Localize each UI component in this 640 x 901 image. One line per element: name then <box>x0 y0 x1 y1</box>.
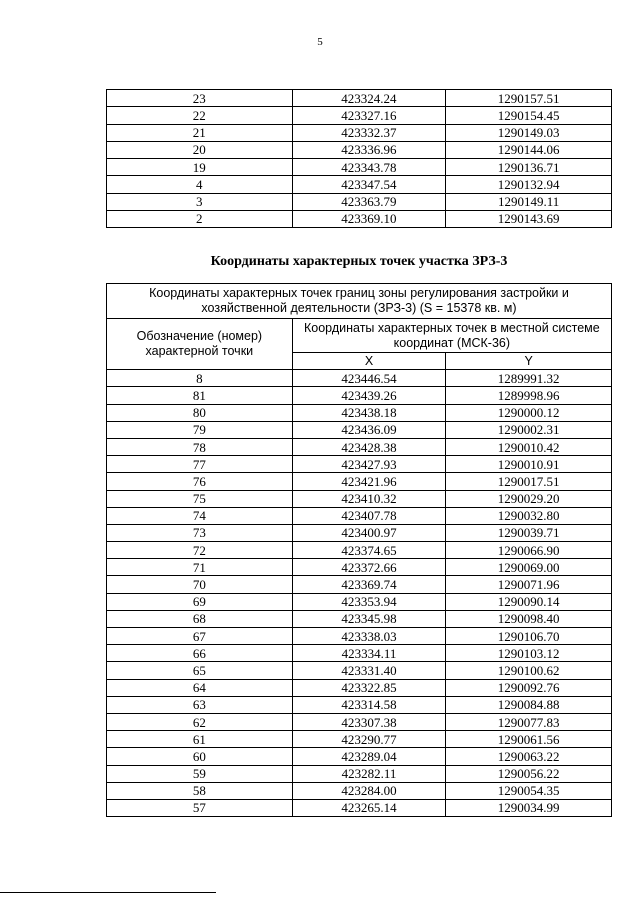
table-row <box>107 662 612 679</box>
table-row <box>107 713 612 730</box>
x-coordinate-cell: 423265.14 <box>292 799 446 816</box>
point-number-cell: 76 <box>107 473 293 490</box>
x-coordinate-cell: 423374.65 <box>292 542 446 559</box>
point-number-cell: 23 <box>107 90 293 107</box>
table-row <box>107 628 612 645</box>
point-number-cell: 8 <box>107 370 293 387</box>
table-row <box>107 645 612 662</box>
y-coordinate-cell: 1290157.51 <box>446 90 612 107</box>
y-coordinate-cell: 1290002.31 <box>446 421 612 438</box>
y-coordinate-cell: 1290029.20 <box>446 490 612 507</box>
x-coordinate-cell: 423324.24 <box>292 90 446 107</box>
table-row <box>107 107 612 124</box>
x-coordinate-cell: 423327.16 <box>292 107 446 124</box>
x-coordinate-cell: 423436.09 <box>292 421 446 438</box>
y-coordinate-cell: 1290010.91 <box>446 456 612 473</box>
y-coordinate-cell: 1290017.51 <box>446 473 612 490</box>
table-row <box>107 799 612 816</box>
header-coordinates: Координаты характерных точек в местной системе координат (МСК-36) <box>292 319 611 353</box>
table-header-row <box>107 319 612 353</box>
y-coordinate-cell: 1290061.56 <box>446 731 612 748</box>
point-number-cell: 80 <box>107 404 293 421</box>
x-coordinate-cell: 423290.77 <box>292 731 446 748</box>
table-row <box>107 593 612 610</box>
x-coordinate-cell: 423369.10 <box>292 210 446 227</box>
point-number-cell: 2 <box>107 210 293 227</box>
table-row <box>107 696 612 713</box>
header-point-number: Обозначение (номер) характерной точки <box>107 319 293 370</box>
y-coordinate-cell: 1290039.71 <box>446 524 612 541</box>
point-number-cell: 57 <box>107 799 293 816</box>
y-coordinate-cell: 1290034.99 <box>446 799 612 816</box>
footer-divider <box>0 892 216 893</box>
y-coordinate-cell: 1290136.71 <box>446 159 612 176</box>
point-number-cell: 61 <box>107 731 293 748</box>
y-coordinate-cell: 1290106.70 <box>446 628 612 645</box>
y-coordinate-cell: 1290149.03 <box>446 124 612 141</box>
table-row <box>107 559 612 576</box>
x-coordinate-cell: 423332.37 <box>292 124 446 141</box>
y-coordinate-cell: 1290000.12 <box>446 404 612 421</box>
y-coordinate-cell: 1290090.14 <box>446 593 612 610</box>
point-number-cell: 19 <box>107 159 293 176</box>
table-row <box>107 193 612 210</box>
table-row <box>107 90 612 107</box>
point-number-cell: 72 <box>107 542 293 559</box>
x-coordinate-cell: 423338.03 <box>292 628 446 645</box>
point-number-cell: 62 <box>107 713 293 730</box>
y-coordinate-cell: 1290144.06 <box>446 141 612 158</box>
table-row <box>107 176 612 193</box>
table-row <box>107 159 612 176</box>
table-row <box>107 473 612 490</box>
x-coordinate-cell: 423284.00 <box>292 782 446 799</box>
y-coordinate-cell: 1290143.69 <box>446 210 612 227</box>
table-row <box>107 748 612 765</box>
y-coordinate-cell: 1290066.90 <box>446 542 612 559</box>
point-number-cell: 78 <box>107 438 293 455</box>
header-y: Y <box>446 353 612 370</box>
y-coordinate-cell: 1289998.96 <box>446 387 612 404</box>
x-coordinate-cell: 423428.38 <box>292 438 446 455</box>
x-coordinate-cell: 423343.78 <box>292 159 446 176</box>
y-coordinate-cell: 1290100.62 <box>446 662 612 679</box>
point-number-cell: 64 <box>107 679 293 696</box>
y-coordinate-cell: 1290054.35 <box>446 782 612 799</box>
table-row <box>107 507 612 524</box>
table-row <box>107 679 612 696</box>
point-number-cell: 58 <box>107 782 293 799</box>
x-coordinate-cell: 423372.66 <box>292 559 446 576</box>
point-number-cell: 3 <box>107 193 293 210</box>
point-number-cell: 75 <box>107 490 293 507</box>
point-number-cell: 66 <box>107 645 293 662</box>
y-coordinate-cell: 1290132.94 <box>446 176 612 193</box>
y-coordinate-cell: 1290092.76 <box>446 679 612 696</box>
x-coordinate-cell: 423322.85 <box>292 679 446 696</box>
y-coordinate-cell: 1290103.12 <box>446 645 612 662</box>
point-number-cell: 59 <box>107 765 293 782</box>
table-row <box>107 542 612 559</box>
table-row <box>107 524 612 541</box>
y-coordinate-cell: 1290010.42 <box>446 438 612 455</box>
point-number-cell: 63 <box>107 696 293 713</box>
point-number-cell: 65 <box>107 662 293 679</box>
x-coordinate-cell: 423307.38 <box>292 713 446 730</box>
point-number-cell: 67 <box>107 628 293 645</box>
x-coordinate-cell: 423369.74 <box>292 576 446 593</box>
y-coordinate-cell: 1290154.45 <box>446 107 612 124</box>
point-number-cell: 68 <box>107 610 293 627</box>
y-coordinate-cell: 1290069.00 <box>446 559 612 576</box>
y-coordinate-cell: 1290071.96 <box>446 576 612 593</box>
x-coordinate-cell: 423314.58 <box>292 696 446 713</box>
point-number-cell: 71 <box>107 559 293 576</box>
y-coordinate-cell: 1290063.22 <box>446 748 612 765</box>
x-coordinate-cell: 423421.96 <box>292 473 446 490</box>
table-row <box>107 782 612 799</box>
table-row <box>107 210 612 227</box>
page-number: 5 <box>317 36 323 48</box>
point-number-cell: 22 <box>107 107 293 124</box>
table-row <box>107 438 612 455</box>
y-coordinate-cell: 1290149.11 <box>446 193 612 210</box>
table-row <box>107 456 612 473</box>
table-row <box>107 576 612 593</box>
x-coordinate-cell: 423336.96 <box>292 141 446 158</box>
table-row <box>107 387 612 404</box>
x-coordinate-cell: 423289.04 <box>292 748 446 765</box>
y-coordinate-cell: 1290032.80 <box>446 507 612 524</box>
table-body <box>107 284 612 817</box>
table-caption-row <box>107 284 612 319</box>
x-coordinate-cell: 423331.40 <box>292 662 446 679</box>
coordinates-table-zrz3 <box>106 283 612 817</box>
x-coordinate-cell: 423363.79 <box>292 193 446 210</box>
header-x: X <box>292 353 446 370</box>
x-coordinate-cell: 423334.11 <box>292 645 446 662</box>
table-row <box>107 404 612 421</box>
point-number-cell: 77 <box>107 456 293 473</box>
table-row <box>107 141 612 158</box>
table-row <box>107 731 612 748</box>
point-number-cell: 60 <box>107 748 293 765</box>
point-number-cell: 20 <box>107 141 293 158</box>
x-coordinate-cell: 423345.98 <box>292 610 446 627</box>
coordinates-table-continued <box>106 89 612 228</box>
x-coordinate-cell: 423353.94 <box>292 593 446 610</box>
table-row <box>107 765 612 782</box>
point-number-cell: 4 <box>107 176 293 193</box>
table-row <box>107 370 612 387</box>
y-coordinate-cell: 1290098.40 <box>446 610 612 627</box>
x-coordinate-cell: 423282.11 <box>292 765 446 782</box>
x-coordinate-cell: 423410.32 <box>292 490 446 507</box>
section-heading: Координаты характерных точек участка ЗРЗ-3 <box>210 254 508 269</box>
table-row <box>107 421 612 438</box>
x-coordinate-cell: 423400.97 <box>292 524 446 541</box>
point-number-cell: 73 <box>107 524 293 541</box>
point-number-cell: 81 <box>107 387 293 404</box>
point-number-cell: 21 <box>107 124 293 141</box>
x-coordinate-cell: 423446.54 <box>292 370 446 387</box>
y-coordinate-cell: 1290077.83 <box>446 713 612 730</box>
x-coordinate-cell: 423427.93 <box>292 456 446 473</box>
point-number-cell: 79 <box>107 421 293 438</box>
table-row <box>107 124 612 141</box>
y-coordinate-cell: 1290056.22 <box>446 765 612 782</box>
table-body <box>107 90 612 228</box>
table-caption: Координаты характерных точек границ зоны регулирования застройки и хозяйственной деятельности (ЗРЗ-3) (S = 15378 кв. м) <box>107 284 612 319</box>
y-coordinate-cell: 1289991.32 <box>446 370 612 387</box>
table-row <box>107 610 612 627</box>
point-number-cell: 69 <box>107 593 293 610</box>
point-number-cell: 74 <box>107 507 293 524</box>
x-coordinate-cell: 423407.78 <box>292 507 446 524</box>
table-row <box>107 490 612 507</box>
y-coordinate-cell: 1290084.88 <box>446 696 612 713</box>
point-number-cell: 70 <box>107 576 293 593</box>
x-coordinate-cell: 423439.26 <box>292 387 446 404</box>
x-coordinate-cell: 423438.18 <box>292 404 446 421</box>
x-coordinate-cell: 423347.54 <box>292 176 446 193</box>
